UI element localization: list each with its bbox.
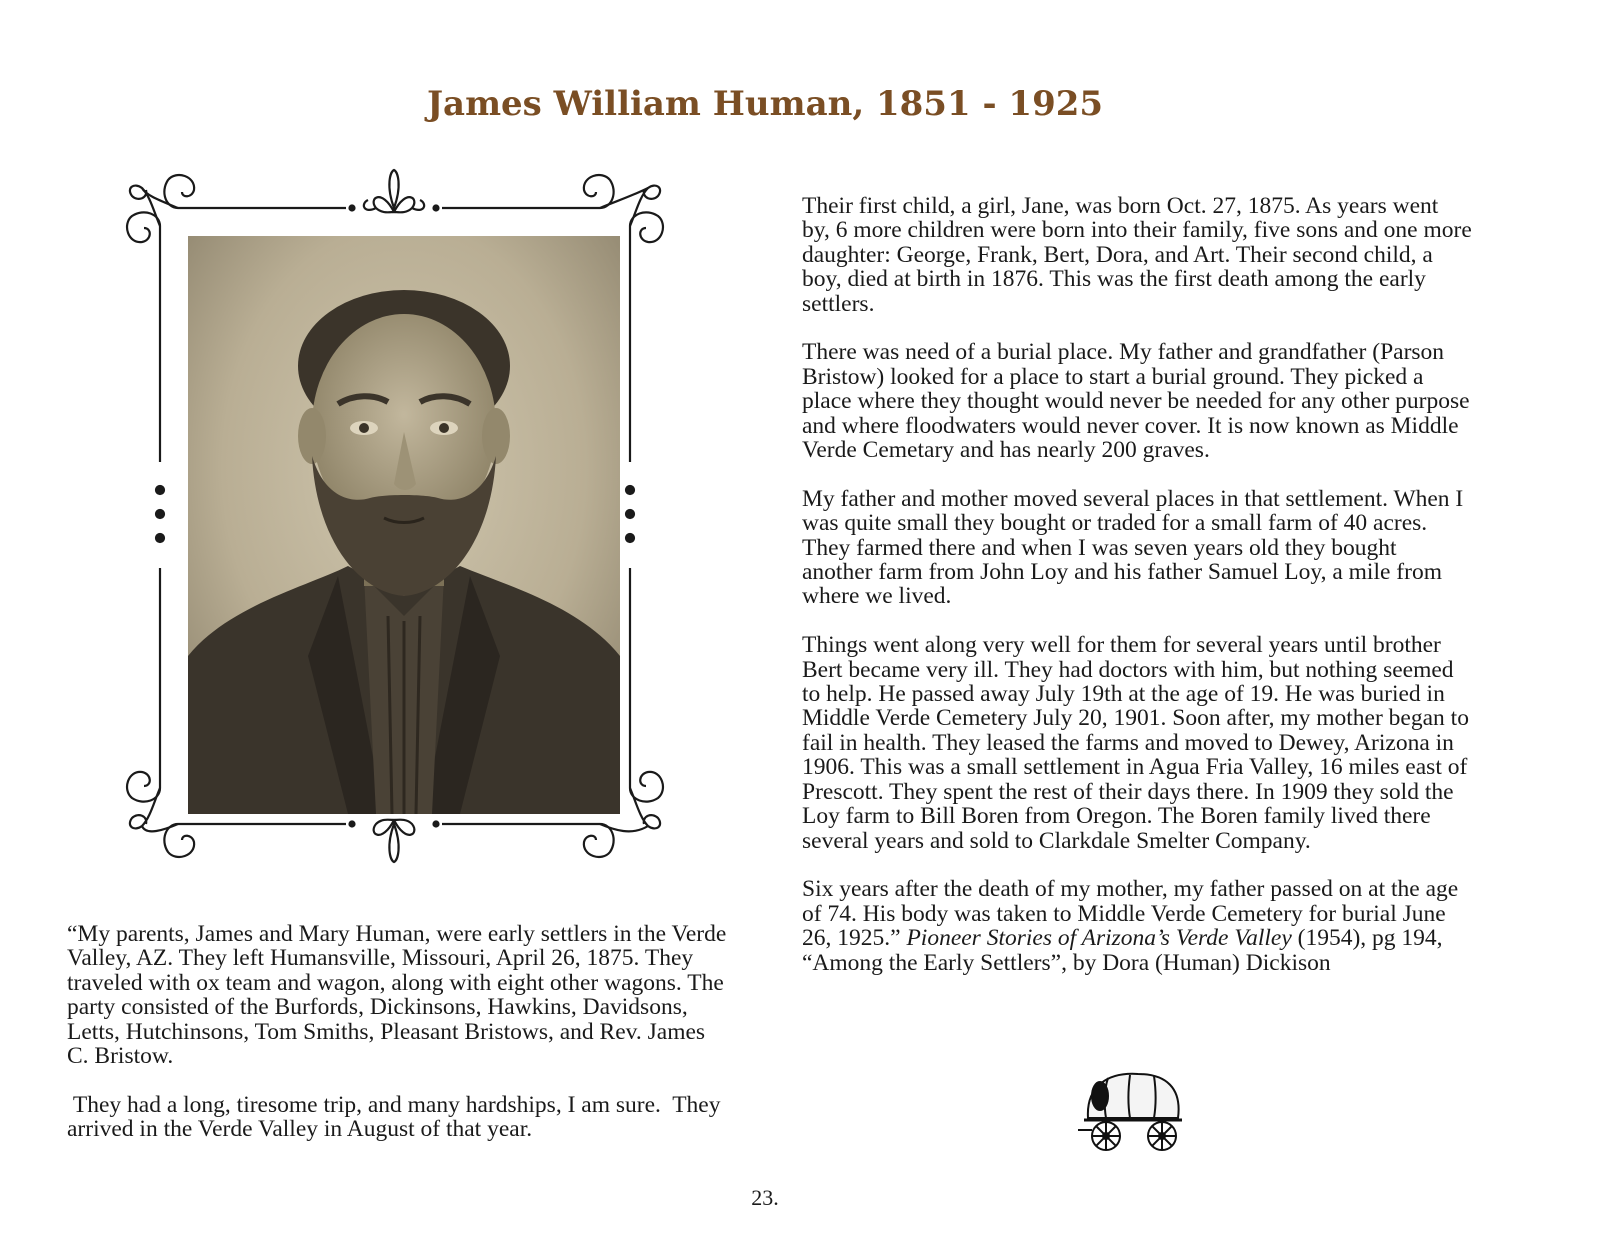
right-text-column <box>802 194 1472 999</box>
source-citation: (1954), pg 194, “Among the Early Settlers”, by Dora (Human) Dickison <box>802 925 1443 976</box>
left-paragraph-1: “My parents, James and Mary Human, were early settlers in the Verde Valley, AZ. They left Humansville, Missouri, April 26, 1875. They traveled with ox team and wagon, along with eight other wagons. The party consisted of the Burfords, Dickinsons, Hawkins, Davidsons, Letts, Hutchinsons, Tom Smiths, Pleasant Bristows, and Rev. James C. Bristow. <box>67 921 727 1070</box>
page-title: James William Human, 1851 - 1925 <box>426 84 1104 124</box>
portrait-photo <box>188 236 620 814</box>
right-paragraph-2: There was need of a burial place. My father and grandfather (Parson Bristow) looked for a place to start a burial ground. They picked a place where they thought would never be needed for any other purpose and where floodwaters would never cover. It is now known as Middle Verde Cemetary and has nearly 200 graves. <box>802 339 1470 464</box>
portrait-frame <box>120 168 680 888</box>
left-text-column <box>67 922 727 1166</box>
right-paragraph-3: My father and mother moved several places in that settlement. When I was quite small they bought or traded for a small farm of 40 acres. They farmed there and when I was seven years old they bought another farm from John Loy and his father Samuel Loy, a mile from where we lived. <box>802 485 1464 610</box>
right-paragraph-4: Things went along very well for them for several years until brother Bert became very ill. They had doctors with him, but nothing seemed to help. He passed away July 19th at the age of 19. He was buried in Middle Verde Cemetery July 20, 1901. Soon after, my mother began to fail in health. They leased the farms and moved to Dewey, Arizona in 1906. This was a small settlement in Agua Fria Valley, 16 miles east of Prescott. They spent the rest of their days there. In 1909 they sold the Loy farm to Bill Boren from Oregon. The Boren family lived there several years and sold to Clarkdale Smelter Company. <box>802 632 1469 854</box>
right-paragraph-1: Their first child, a girl, Jane, was born Oct. 27, 1875. As years went by, 6 more children were born into their family, five sons and one more daughter: George, Frank, Bert, Dora, and Art. Their second child, a boy, died at birth in 1876. This was the first death among the early settlers. <box>802 193 1472 317</box>
final-paragraph-text: Six years after the death of my mother, my father passed on at the age of 74. His body was taken to Middle Verde Cemetery for burial June 26, 1925.” <box>802 876 1459 952</box>
left-paragraph-2: They had a long, tiresome trip, and many hardships, I am sure. They arrived in the Verde Valley in August of that year. <box>67 1091 727 1143</box>
portrait-photo-icon <box>188 236 620 814</box>
source-title: Pioneer Stories of Arizona’s Verde Valley <box>906 925 1292 952</box>
right-paragraph-5 <box>802 877 1472 975</box>
page-number: 23. <box>751 1185 779 1210</box>
covered-wagon-icon <box>1078 1066 1188 1154</box>
